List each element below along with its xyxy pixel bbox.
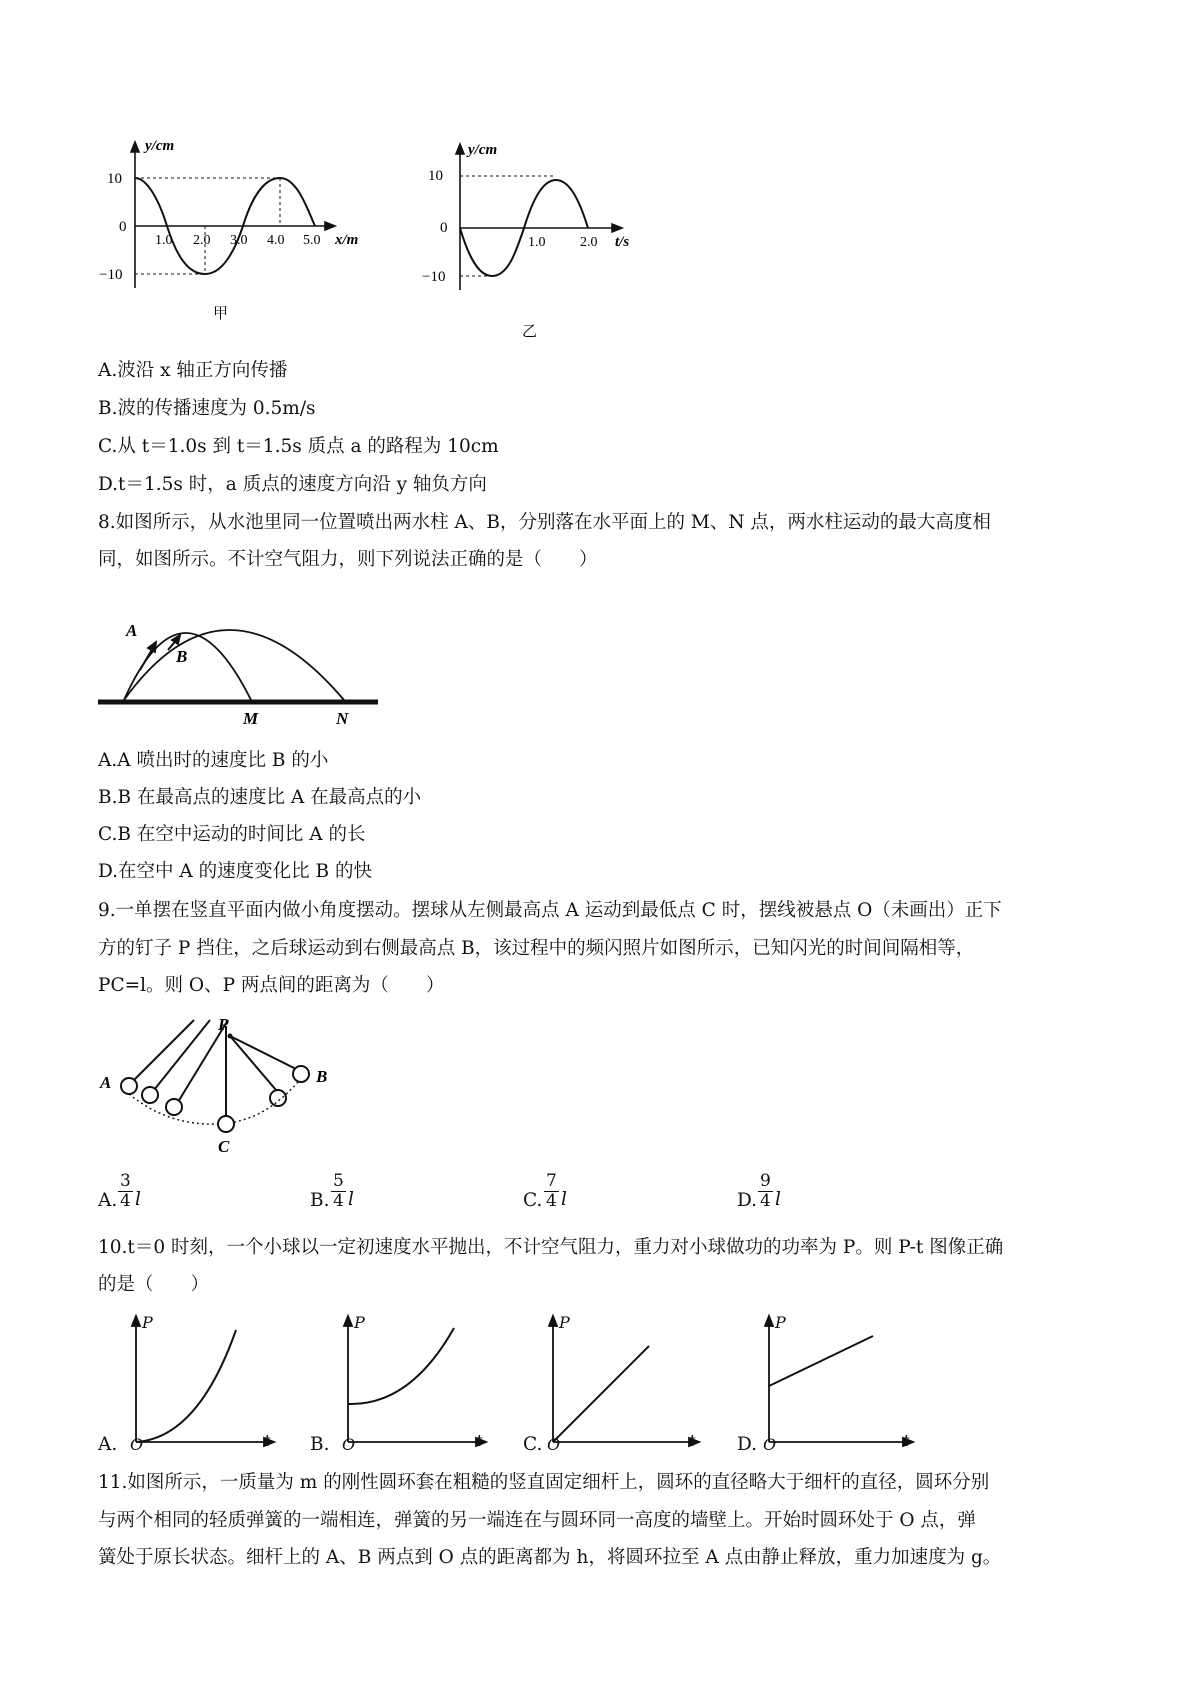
q7-option-c: C.从 t＝1.0s 到 t＝1.5s 质点 a 的路程为 10cm — [98, 436, 499, 457]
pendulum-label-a: A — [100, 1073, 112, 1092]
pt-graph-a-x-label: t — [264, 1431, 271, 1450]
q9-stem-line3: PC=l。则 O、P 两点间的距离为（ ） — [98, 975, 445, 996]
jia-y-tick-zero: 0 — [119, 219, 127, 235]
yi-y-tick-zero: 0 — [440, 220, 448, 236]
q9-option-c-prefix: C. — [523, 1190, 543, 1211]
yi-caption: 乙 — [522, 324, 538, 340]
pt-graph-d-x-label: t — [903, 1431, 910, 1450]
yi-y-axis-label: y/cm — [468, 142, 498, 158]
pt-graph-b-y-label: P — [354, 1313, 365, 1332]
yi-y-tick-top: 10 — [428, 168, 443, 184]
jet-label-m: M — [243, 709, 259, 728]
pt-graph-c-origin: O — [547, 1435, 561, 1454]
pendulum-label-p: P — [218, 1016, 229, 1034]
q7-option-a: A.波沿 x 轴正方向传播 — [98, 360, 288, 381]
pendulum-diagram — [98, 1016, 358, 1156]
pt-graph-c-y-label: P — [559, 1313, 570, 1332]
pt-graph-a — [98, 1310, 278, 1460]
pt-graph-a-origin: O — [130, 1435, 144, 1454]
q8-option-d: D.在空中 A 的速度变化比 B 的快 — [98, 861, 373, 882]
q9-option-c-denominator: 4 — [546, 1191, 557, 1211]
q8-option-b: B.B 在最高点的速度比 A 在最高点的小 — [98, 787, 422, 808]
q9-option-c-numerator: 7 — [546, 1171, 557, 1191]
jia-x-tick: 1.0 — [155, 233, 173, 248]
q9-option-d-denominator: 4 — [760, 1191, 771, 1211]
q9-option-c-var: l — [561, 1189, 567, 1210]
yi-x-tick: 1.0 — [528, 235, 546, 250]
pt-graph-d — [737, 1310, 917, 1460]
jet-label-b: B — [176, 647, 188, 666]
pt-graph-a-y-label: P — [142, 1313, 153, 1332]
jia-y-axis-label: y/cm — [145, 138, 175, 154]
jia-y-tick-bottom: −10 — [99, 267, 123, 283]
jet-label-n: N — [336, 709, 349, 728]
yi-x-axis-label: t/s — [615, 234, 630, 250]
q8-option-a: A.A 喷出时的速度比 B 的小 — [98, 750, 329, 771]
pendulum-label-c: C — [218, 1137, 230, 1156]
q9-option-b-fraction — [331, 1172, 346, 1211]
jia-x-tick: 5.0 — [303, 233, 321, 248]
q9-option-c-fraction — [544, 1172, 559, 1211]
jia-y-tick-top: 10 — [107, 171, 122, 187]
wave-graph-jia — [95, 138, 375, 338]
jia-x-tick: 4.0 — [267, 233, 285, 248]
jet-label-a: A — [126, 621, 138, 640]
q10-stem-line2: 的是（ ） — [98, 1274, 210, 1295]
q9-stem-line1: 9.一单摆在竖直平面内做小角度摆动。摆球从左侧最高点 A 运动到最低点 C 时，摆线被悬点 O（未画出）正下 — [98, 900, 1002, 921]
jia-x-tick: 2.0 — [193, 233, 211, 248]
jia-caption: 甲 — [213, 306, 229, 322]
pendulum-label-b: B — [316, 1067, 328, 1086]
pt-graph-b — [310, 1310, 490, 1460]
q9-option-a-var: l — [135, 1189, 141, 1210]
pt-graph-b-x-label: t — [476, 1431, 483, 1450]
wave-graph-yi — [410, 140, 650, 340]
yi-y-tick-bottom: −10 — [422, 269, 446, 285]
q11-line2: 与两个相同的轻质弹簧的一端相连，弹簧的另一端连在与圆环同一高度的墙壁上。开始时圆环处于 O 点，弹 — [98, 1510, 976, 1531]
q9-option-b-var: l — [348, 1189, 354, 1210]
q9-option-d-numerator: 9 — [760, 1171, 771, 1191]
q9-stem-line2: 方的钉子 P 挡住，之后球运动到右侧最高点 B，该过程中的频闪照片如图所示，已知闪光的时间间隔相等， — [98, 938, 975, 959]
q8-option-c: C.B 在空中运动的时间比 A 的长 — [98, 824, 366, 845]
q8-stem-line1: 8.如图所示，从水池里同一位置喷出两水柱 A、B，分别落在水平面上的 M、N 点，两水柱运动的最大高度相 — [98, 512, 991, 533]
q11-line1: 11.如图所示，一质量为 m 的刚性圆环套在粗糙的竖直固定细杆上，圆环的直径略大于细杆的直径，圆环分别 — [98, 1472, 990, 1493]
q9-option-d-prefix: D. — [737, 1190, 758, 1211]
q8-stem-line2: 同，如图所示。不计空气阻力，则下列说法正确的是（ ） — [98, 549, 598, 570]
q9-option-d-fraction — [758, 1172, 773, 1211]
q10-stem-line1: 10.t＝0 时刻，一个小球以一定初速度水平抛出，不计空气阻力，重力对小球做功的功率为 P。则 P-t 图像正确 — [98, 1237, 1004, 1258]
pt-graph-d-origin: O — [763, 1435, 777, 1454]
pt-graph-c — [523, 1310, 703, 1460]
q7-option-d: D.t＝1.5s 时，a 质点的速度方向沿 y 轴负方向 — [98, 474, 487, 495]
pt-graph-c-x-label: t — [689, 1431, 696, 1450]
pt-graph-c-label: C. — [523, 1434, 543, 1455]
q9-option-d-var: l — [775, 1189, 781, 1210]
q9-option-a-denominator: 4 — [120, 1191, 131, 1211]
q9-option-a-prefix: A. — [98, 1190, 118, 1211]
q9-option-b-denominator: 4 — [333, 1191, 344, 1211]
q9-option-b-numerator: 5 — [333, 1171, 344, 1191]
pt-graph-a-label: A. — [98, 1434, 118, 1455]
q9-option-b-prefix: B. — [310, 1190, 330, 1211]
jia-x-axis-label: x/m — [335, 232, 359, 248]
pt-graph-b-origin: O — [342, 1435, 356, 1454]
water-jet-diagram — [98, 590, 378, 730]
q7-option-b: B.波的传播速度为 0.5m/s — [98, 398, 316, 419]
pt-graph-d-label: D. — [737, 1434, 758, 1455]
q11-line3: 簧处于原长状态。细杆上的 A、B 两点到 O 点的距离都为 h，将圆环拉至 A 点由静止释放，重力加速度为 g。 — [98, 1547, 1002, 1568]
yi-x-tick: 2.0 — [580, 235, 598, 250]
pt-graph-b-label: B. — [310, 1434, 330, 1455]
pt-graph-d-y-label: P — [775, 1313, 786, 1332]
q9-option-a-fraction — [118, 1172, 133, 1211]
jia-x-tick: 3.0 — [230, 233, 248, 248]
q9-option-a-numerator: 3 — [120, 1171, 131, 1191]
